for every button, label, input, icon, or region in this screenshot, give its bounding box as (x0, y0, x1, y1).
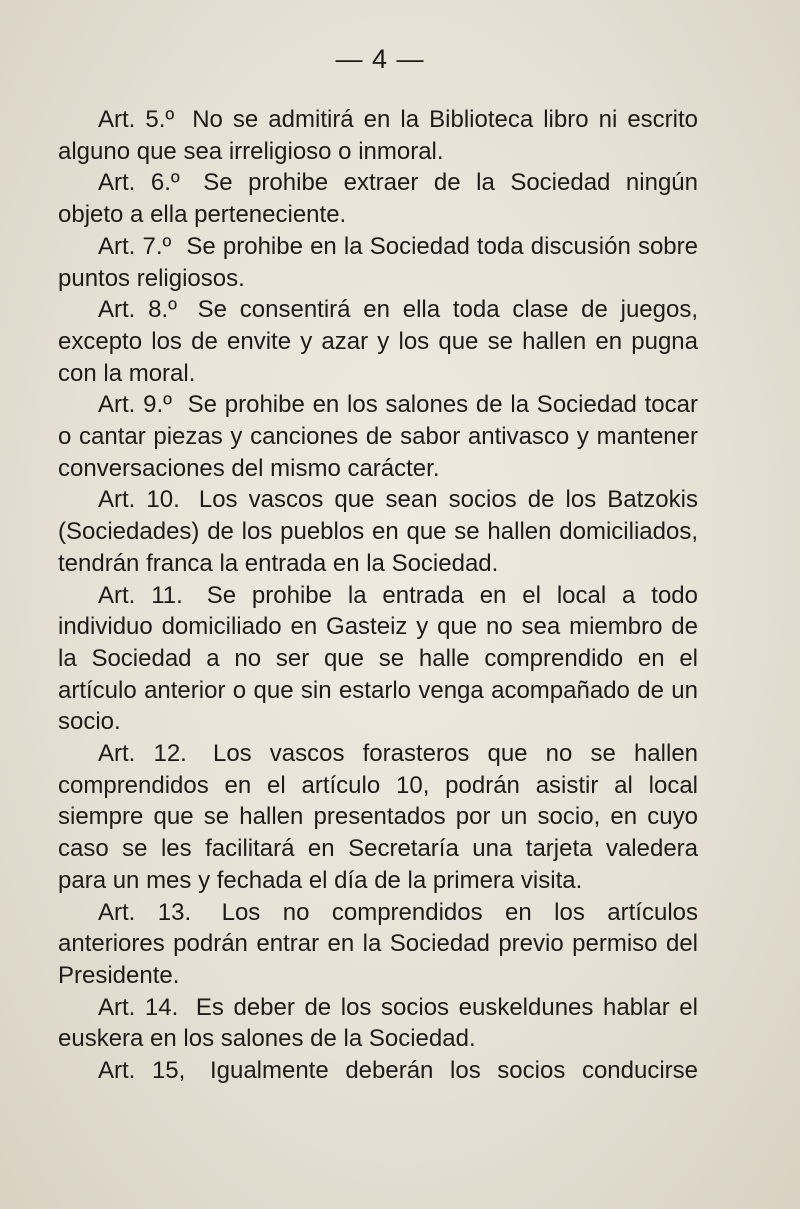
article-label: Art. 14. (98, 993, 179, 1021)
page-number: — 4 — (335, 44, 425, 74)
article-text: Los vascos que sean socios de los Batzokis (Sociedades) de los pueblos en que se hallen domiciliados, tendrán franca la entrada en la Sociedad. (58, 486, 698, 577)
article-15 (58, 1055, 698, 1087)
article-text: Los no comprendidos en los artículos anteriores podrán entrar en la Sociedad previo permiso del Presidente. (58, 898, 699, 989)
article-text: Igualmente deberán los socios conducirse (209, 1057, 699, 1085)
article-label: Art. 5.º (98, 106, 175, 133)
article-7 (58, 231, 698, 294)
article-text: Se prohibe extraer de la Sociedad ningún objeto a ella perteneciente. (58, 169, 698, 229)
article-label: Art. 9.º (98, 391, 172, 419)
articles-body (58, 104, 698, 1087)
article-label: Art. 12. (98, 740, 187, 768)
article-6 (58, 167, 698, 230)
article-label: Art. 11. (98, 581, 183, 609)
article-9 (58, 389, 698, 484)
article-text: Los vascos forasteros que no se hallen comprendidos en el artículo 10, podrán asistir al local siempre que se hallen presentados por un socio, en cuyo caso se les facilitará en Secretaría una tarjeta valedera para un mes y fechada el día de la primera visita. (58, 740, 699, 894)
article-text: Se prohibe en los salones de la Sociedad tocar o cantar piezas y canciones de sabor antivasco y mantener conversaciones del mismo carácter. (58, 391, 698, 482)
article-label: Art. 10. (98, 486, 180, 514)
article-text: Es deber de los socios euskeldunes hablar el euskera en los salones de la Sociedad. (58, 993, 698, 1053)
article-text: Se prohibe en la Sociedad toda discusión sobre puntos religiosos. (58, 232, 698, 292)
article-label: Art. 6.º (98, 169, 180, 197)
article-label: Art. 8.º (98, 296, 177, 324)
article-label: Art. 15, (98, 1057, 186, 1085)
article-text: No se admitirá en la Biblioteca libro ni escrito alguno que sea irreligioso o inmoral. (58, 106, 699, 165)
article-14 (58, 992, 698, 1055)
article-5 (58, 104, 698, 167)
article-label: Art. 13. (98, 898, 192, 926)
article-text: Se consentirá en ella toda clase de juegos, excepto los de envite y azar y los que se hallen en pugna con la moral. (58, 296, 699, 387)
article-label: Art. 7.º (98, 232, 172, 260)
article-text: Se prohibe la entrada en el local a todo individuo domiciliado en Gasteiz y que no sea miembro de la Sociedad a no ser que se halle comprendido en el artículo anterior o que sin estarlo venga acompañado de un socio. (58, 581, 698, 736)
article-11 (58, 580, 698, 739)
article-12 (58, 738, 698, 897)
article-13 (58, 897, 698, 992)
article-8 (58, 294, 698, 389)
article-10 (58, 484, 698, 579)
